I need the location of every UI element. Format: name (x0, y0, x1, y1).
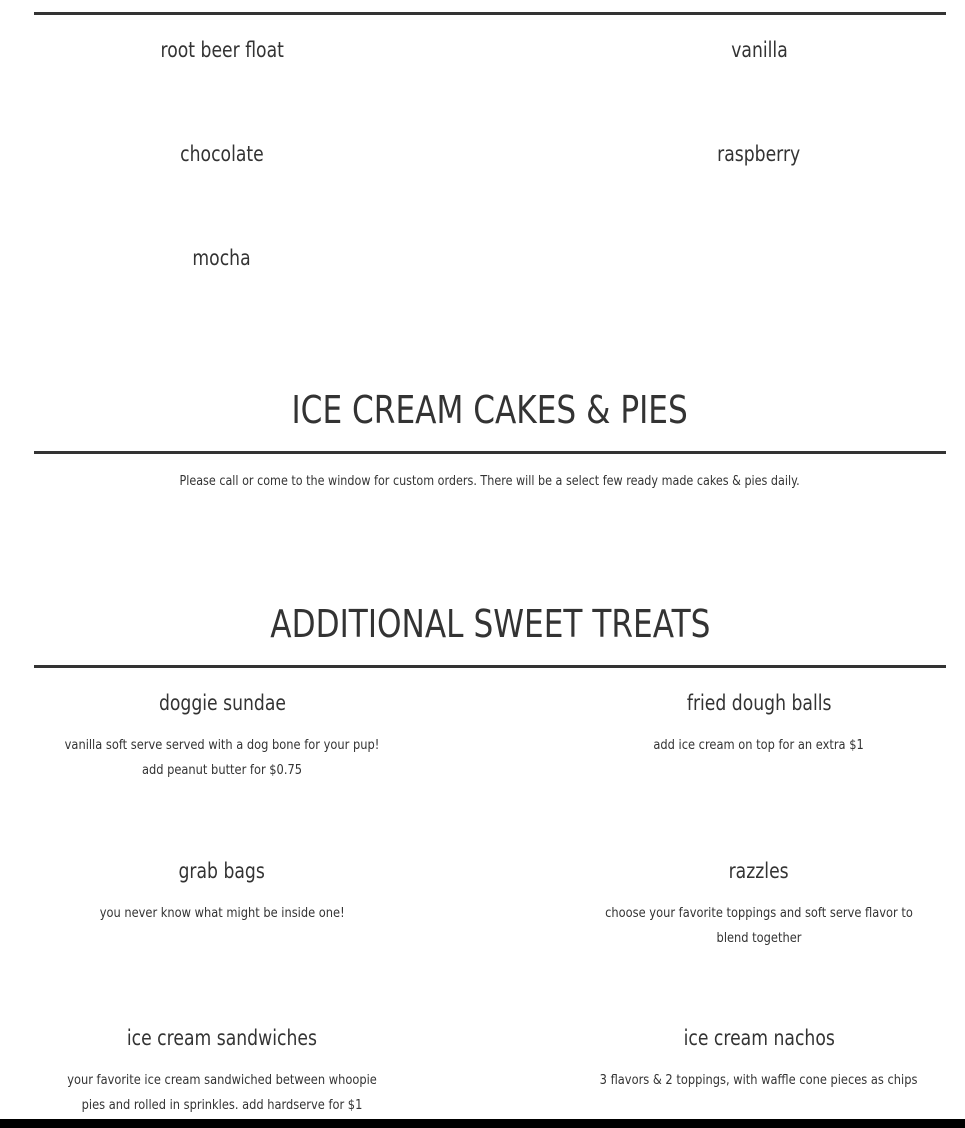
top-divider (34, 12, 946, 15)
treat-name: grab bags (178, 859, 266, 883)
flavor-item: mocha (192, 246, 252, 270)
flavor-item: root beer float (160, 38, 284, 62)
treat-name: razzles (728, 859, 790, 883)
flavor-item: raspberry (717, 142, 801, 166)
treats-divider (34, 665, 946, 668)
treat-description: you never know what might be inside one! (99, 906, 345, 921)
section-title-cakes: ICE CREAM CAKES & PIES (291, 388, 689, 432)
treat-name: fried dough balls (686, 691, 832, 715)
bottom-bar (0, 1119, 965, 1128)
flavor-item: chocolate (180, 142, 264, 166)
cakes-divider (34, 451, 946, 454)
treat-name: ice cream nachos (683, 1026, 835, 1050)
treat-name: doggie sundae (158, 691, 286, 715)
treat-description: your favorite ice cream sandwiched between whoopie pies and rolled in sprinkles. add hardserve for $1 (67, 1073, 377, 1113)
treat-description: add ice cream on top for an extra $1 (653, 738, 865, 753)
cakes-note: Please call or come to the window for custom orders. There will be a select few ready made cakes & pies daily. (179, 474, 801, 489)
treat-name: ice cream sandwiches (126, 1026, 318, 1050)
flavor-item: vanilla (730, 38, 788, 62)
treat-description: vanilla soft serve served with a dog bone for your pup! add peanut butter for $0.75 (64, 738, 380, 778)
section-title-treats: ADDITIONAL SWEET TREATS (269, 602, 711, 646)
treat-description: choose your favorite toppings and soft serve flavor to blend together (605, 906, 913, 946)
treat-description: 3 flavors & 2 toppings, with waffle cone pieces as chips (600, 1073, 918, 1088)
